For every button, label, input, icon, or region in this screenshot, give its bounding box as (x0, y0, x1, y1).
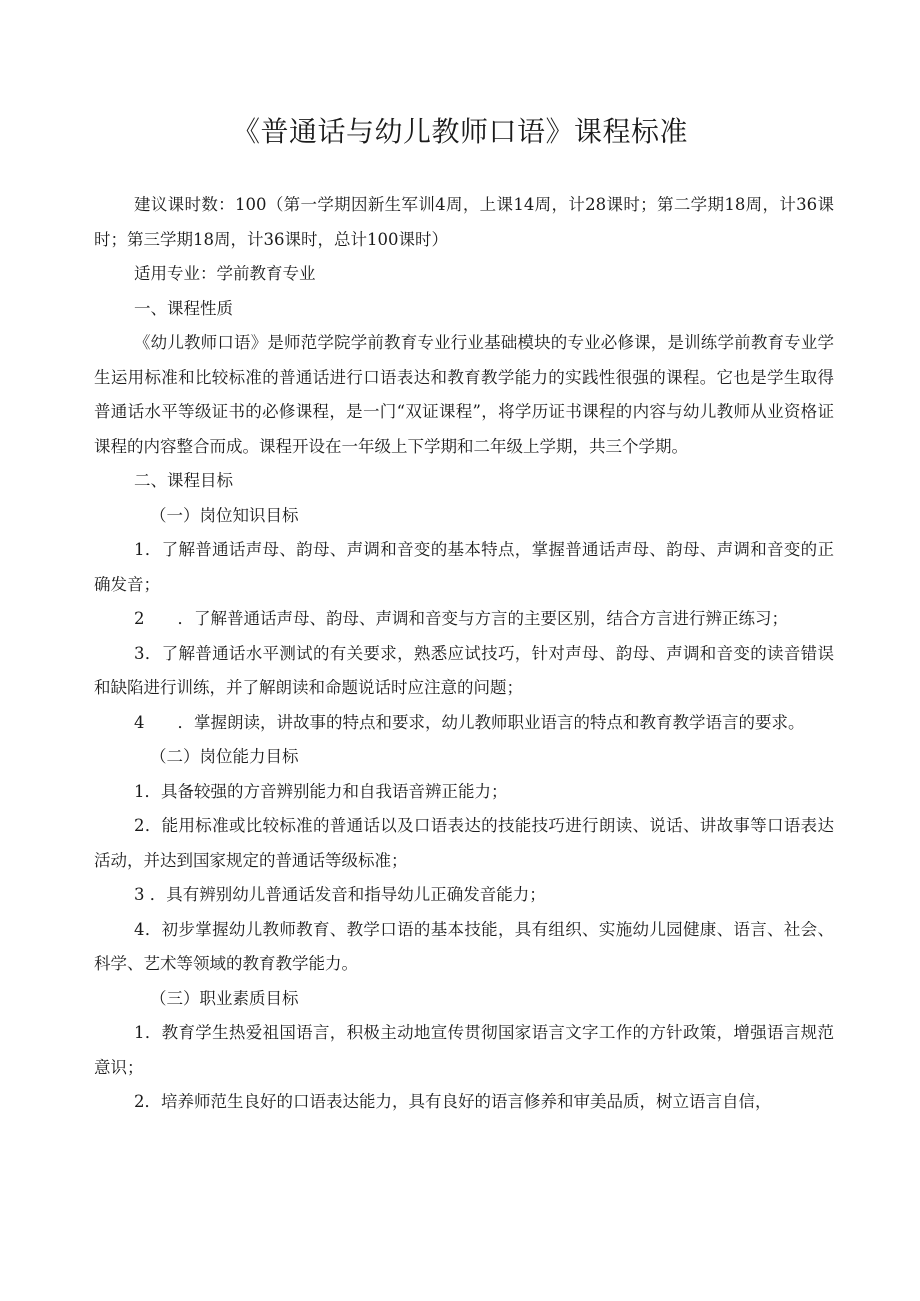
document-body (94, 188, 834, 1120)
ability-item: 1．具备较强的方音辨别能力和自我语音辨正能力； (134, 781, 508, 801)
ability-item: 2．能用标准或比较标准的普通话以及口语表达的技能技巧进行朗读、说话、讲故事等口语表达活动，并达到国家规定的普通话等级标准； (94, 816, 834, 870)
knowledge-item: 2 ．了解普通话声母、韵母、声调和音变与方言的主要区别，结合方言进行辨正练习； (134, 609, 788, 628)
document-title: 《普通话与幼儿教师口语》课程标准 (231, 115, 688, 148)
section-heading-course-goals: 二、课程目标 (134, 471, 233, 490)
knowledge-item: 4 ．掌握朗读，讲故事的特点和要求，幼儿教师职业语言的特点和教育教学语言的要求。 (134, 712, 805, 732)
ability-item: 4．初步掌握幼儿教师教育、教学口语的基本技能，具有组织、实施幼儿园健康、语言、社会、科学、艺术等领域的教育教学能力。 (94, 919, 834, 973)
subsection-heading-ability: （二）岗位能力目标 (150, 747, 299, 766)
ability-item: 3 ．具有辨别幼儿普通话发音和指导幼儿正确发音能力； (134, 885, 546, 904)
quality-item: 2．培养师范生良好的口语表达能力，具有良好的语言修养和审美品质，树立语言自信， (134, 1092, 772, 1111)
knowledge-item: 3．了解普通话水平测试的有关要求，熟悉应试技巧，针对声母、韵母、声调和音变的读音错误和缺陷进行训练，并了解朗读和命题说话时应注意的问题； (94, 643, 834, 697)
knowledge-item: 1．了解普通话声母、韵母、声调和音变的基本特点，掌握普通话声母、韵母、声调和音变的正确发音； (94, 540, 834, 594)
subsection-heading-knowledge: （一）岗位知识目标 (150, 505, 299, 525)
course-nature-paragraph: 《幼儿教师口语》是师范学院学前教育专业行业基础模块的专业必修课，是训练学前教育专业学生运用标准和比较标准的普通话进行口语表达和教育教学能力的实践性很强的课程。它也是学生取得普通话水平等级证书的必修课程，是一门“双证课程”，将学历证书课程的内容与幼儿教师从业资格证课程的内容整合而成。课程开设在一年级上下学期和二年级上学期，共三个学期。 (94, 333, 834, 456)
section-heading-course-nature: 一、课程性质 (134, 298, 233, 318)
applicable-major: 适用专业：学前教育专业 (134, 264, 316, 283)
quality-item: 1．教育学生热爱祖国语言，积极主动地宣传贯彻国家语言文字工作的方针政策，增强语言规范意识； (94, 1023, 834, 1077)
subsection-heading-quality: （三）职业素质目标 (150, 988, 299, 1008)
course-hours-paragraph: 建议课时数：100（第一学期因新生军训4周，上课14周，计28课时；第二学期18周，计36课时；第三学期18周，计36课时，总计100课时） (94, 195, 834, 249)
